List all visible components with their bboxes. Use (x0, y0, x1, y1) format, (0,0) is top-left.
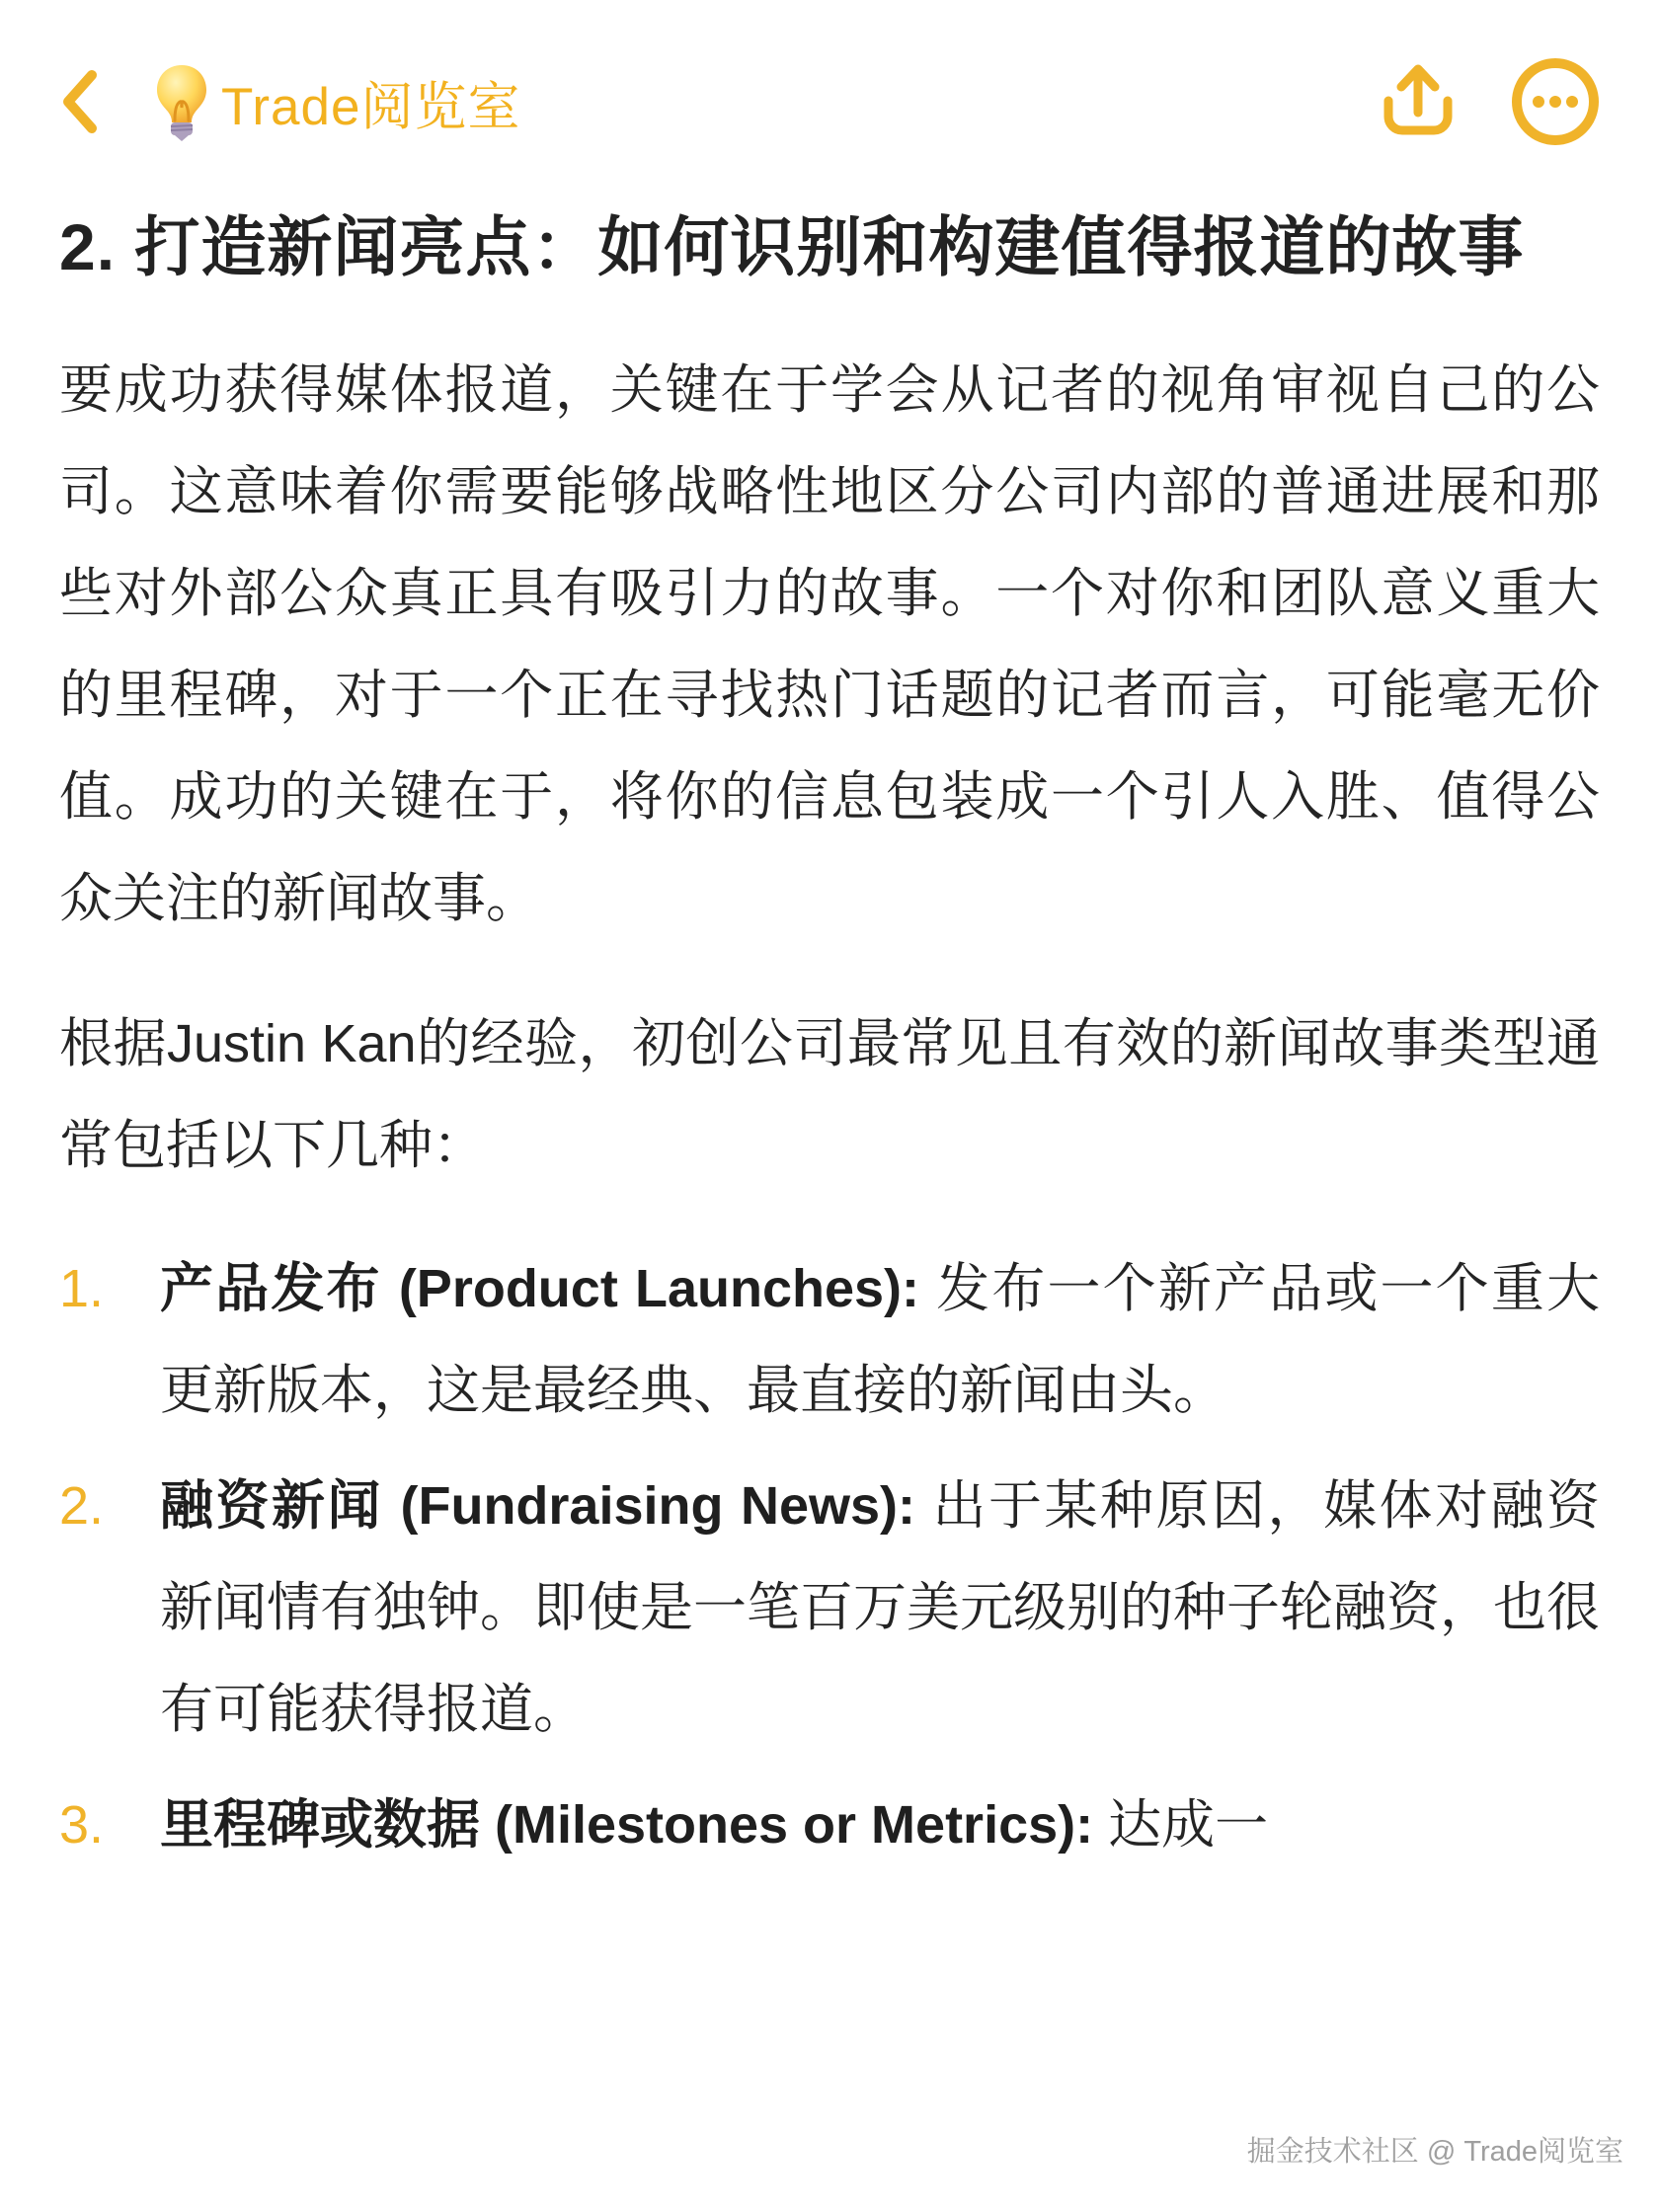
more-button[interactable] (1511, 57, 1600, 149)
back-button[interactable] (59, 64, 111, 141)
list-body (160, 1775, 1600, 1876)
list-lead: 产品发布 (Product Launches): (160, 1259, 920, 1318)
list-item-product-launches (59, 1238, 1600, 1442)
list-body (160, 1456, 1600, 1761)
list-text: 达成一 (1093, 1795, 1269, 1855)
channel-title (154, 63, 521, 142)
list-lead: 里程碑或数据 (Milestones or Metrics): (160, 1795, 1094, 1855)
list-number: 1. (59, 1259, 105, 1318)
nav-actions (1381, 57, 1600, 149)
share-upload-icon (1381, 61, 1456, 145)
list-lead: 融资新闻 (Fundraising News): (160, 1476, 916, 1536)
nav-bar (59, 0, 1600, 156)
share-button[interactable] (1381, 61, 1456, 145)
list-item-fundraising-news (59, 1456, 1600, 1761)
list-number: 3. (59, 1795, 105, 1855)
list-item-milestones-metrics (59, 1775, 1600, 1876)
list-text: 发布一个新产品或一个重大更新版本，这是最经典、最直接的新闻由头。 (160, 1259, 1600, 1420)
watermark: 掘金技术社区 @ Trade阅览室 (1246, 2136, 1623, 2168)
paragraph-intro: 要成功获得媒体报道，关键在于学会从记者的视角审视自己的公司。这意味着你需要能够战略性地区分公司内部的普通进展和那些对外部公众真正具有吸引力的故事。一个对你和团队意义重大的里程碑，对于一个正在寻找热门话题的记者而言，可能毫无价值。成功的关键在于，将你的信息包装成一个引人入胜、值得公众关注的新闻故事。 (59, 360, 1600, 928)
list-number: 2. (59, 1476, 105, 1536)
channel-name: Trade阅览室 (221, 78, 521, 136)
paragraph-justin-kan: 根据Justin Kan的经验，初创公司最常见且有效的新闻故事类型通常包括以下几种： (59, 1014, 1600, 1175)
chevron-left-icon (59, 68, 99, 138)
lightbulb-icon (154, 63, 209, 142)
list-body (160, 1238, 1600, 1442)
more-circle-icon (1511, 57, 1600, 149)
list-text: 出于某种原因，媒体对融资新闻情有独钟。即使是一笔百万美元级别的种子轮融资，也很有可能获得报道。 (160, 1476, 1600, 1739)
story-type-list (59, 1238, 1600, 1876)
article-heading: 2. 打造新闻亮点：如何识别和构建值得报道的故事 (59, 210, 1525, 283)
